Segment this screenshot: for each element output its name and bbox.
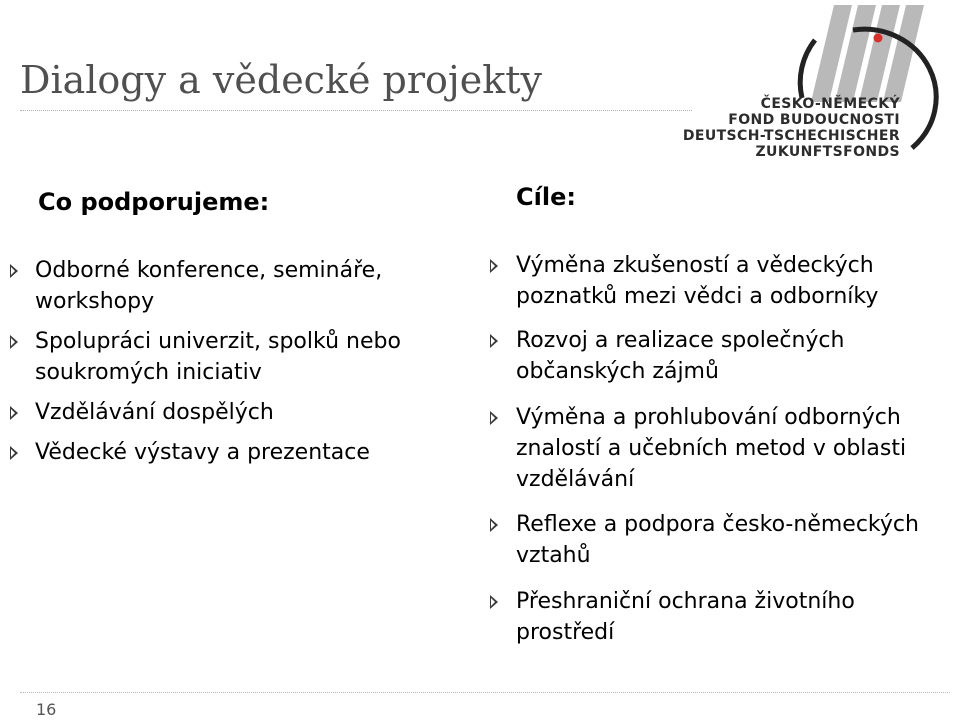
list-item [488, 402, 960, 495]
list-item-text: Výměna a prohlubování odborných znalostí a učebních metod v oblasti vzdělávání [516, 405, 907, 492]
triangle-bullet-icon [490, 411, 498, 425]
goals-list [488, 250, 960, 661]
title-divider [20, 110, 692, 111]
list-item-text: Vzdělávání dospělých [35, 400, 274, 425]
logo-line: ZUKUNFTSFONDS [755, 144, 900, 160]
logo-line: DEUTSCH-TSCHECHISCHER [682, 128, 900, 144]
triangle-bullet-icon [10, 446, 18, 460]
list-item [8, 397, 448, 428]
fund-logo [682, 0, 960, 165]
page-number: 16 [36, 700, 57, 719]
triangle-bullet-icon [490, 334, 498, 348]
list-item-text: Spolupráci univerzit, spolků nebo soukromých iniciativ [35, 329, 401, 385]
list-item [488, 509, 960, 571]
list-item [488, 250, 960, 312]
triangle-bullet-icon [490, 259, 498, 273]
goals-heading: Cíle: [516, 183, 576, 211]
footer-divider [20, 692, 950, 693]
list-item-text: Rozvoj a realizace společných občanských zájmů [516, 328, 845, 384]
support-heading: Co podporujeme: [38, 188, 270, 216]
list-item-text: Vědecké výstavy a prezentace [35, 440, 370, 465]
list-item-text: Reflexe a podpora česko-německých vztahů [516, 512, 919, 568]
logo-text [683, 96, 900, 160]
list-item-text: Přeshraniční ochrana životního prostředí [516, 589, 855, 645]
triangle-bullet-icon [10, 406, 18, 420]
list-item [8, 326, 448, 388]
triangle-bullet-icon [10, 264, 18, 278]
triangle-bullet-icon [490, 518, 498, 532]
logo-line: ČESKO-NĚMECKÝ [760, 96, 900, 112]
list-item [8, 255, 448, 317]
list-item [488, 586, 960, 648]
logo-line: FOND BUDOUCNOSTI [728, 112, 900, 128]
list-item [488, 325, 960, 387]
triangle-bullet-icon [10, 335, 18, 349]
support-list [8, 255, 448, 477]
list-item [8, 437, 448, 468]
slide-title: Dialogy a vědecké projekty [20, 58, 542, 102]
list-item-text: Odborné konference, semináře, workshopy [35, 258, 383, 314]
list-item-text: Výměna zkušeností a vědeckých poznatků mezi vědci a odborníky [516, 253, 879, 309]
triangle-bullet-icon [490, 595, 498, 609]
